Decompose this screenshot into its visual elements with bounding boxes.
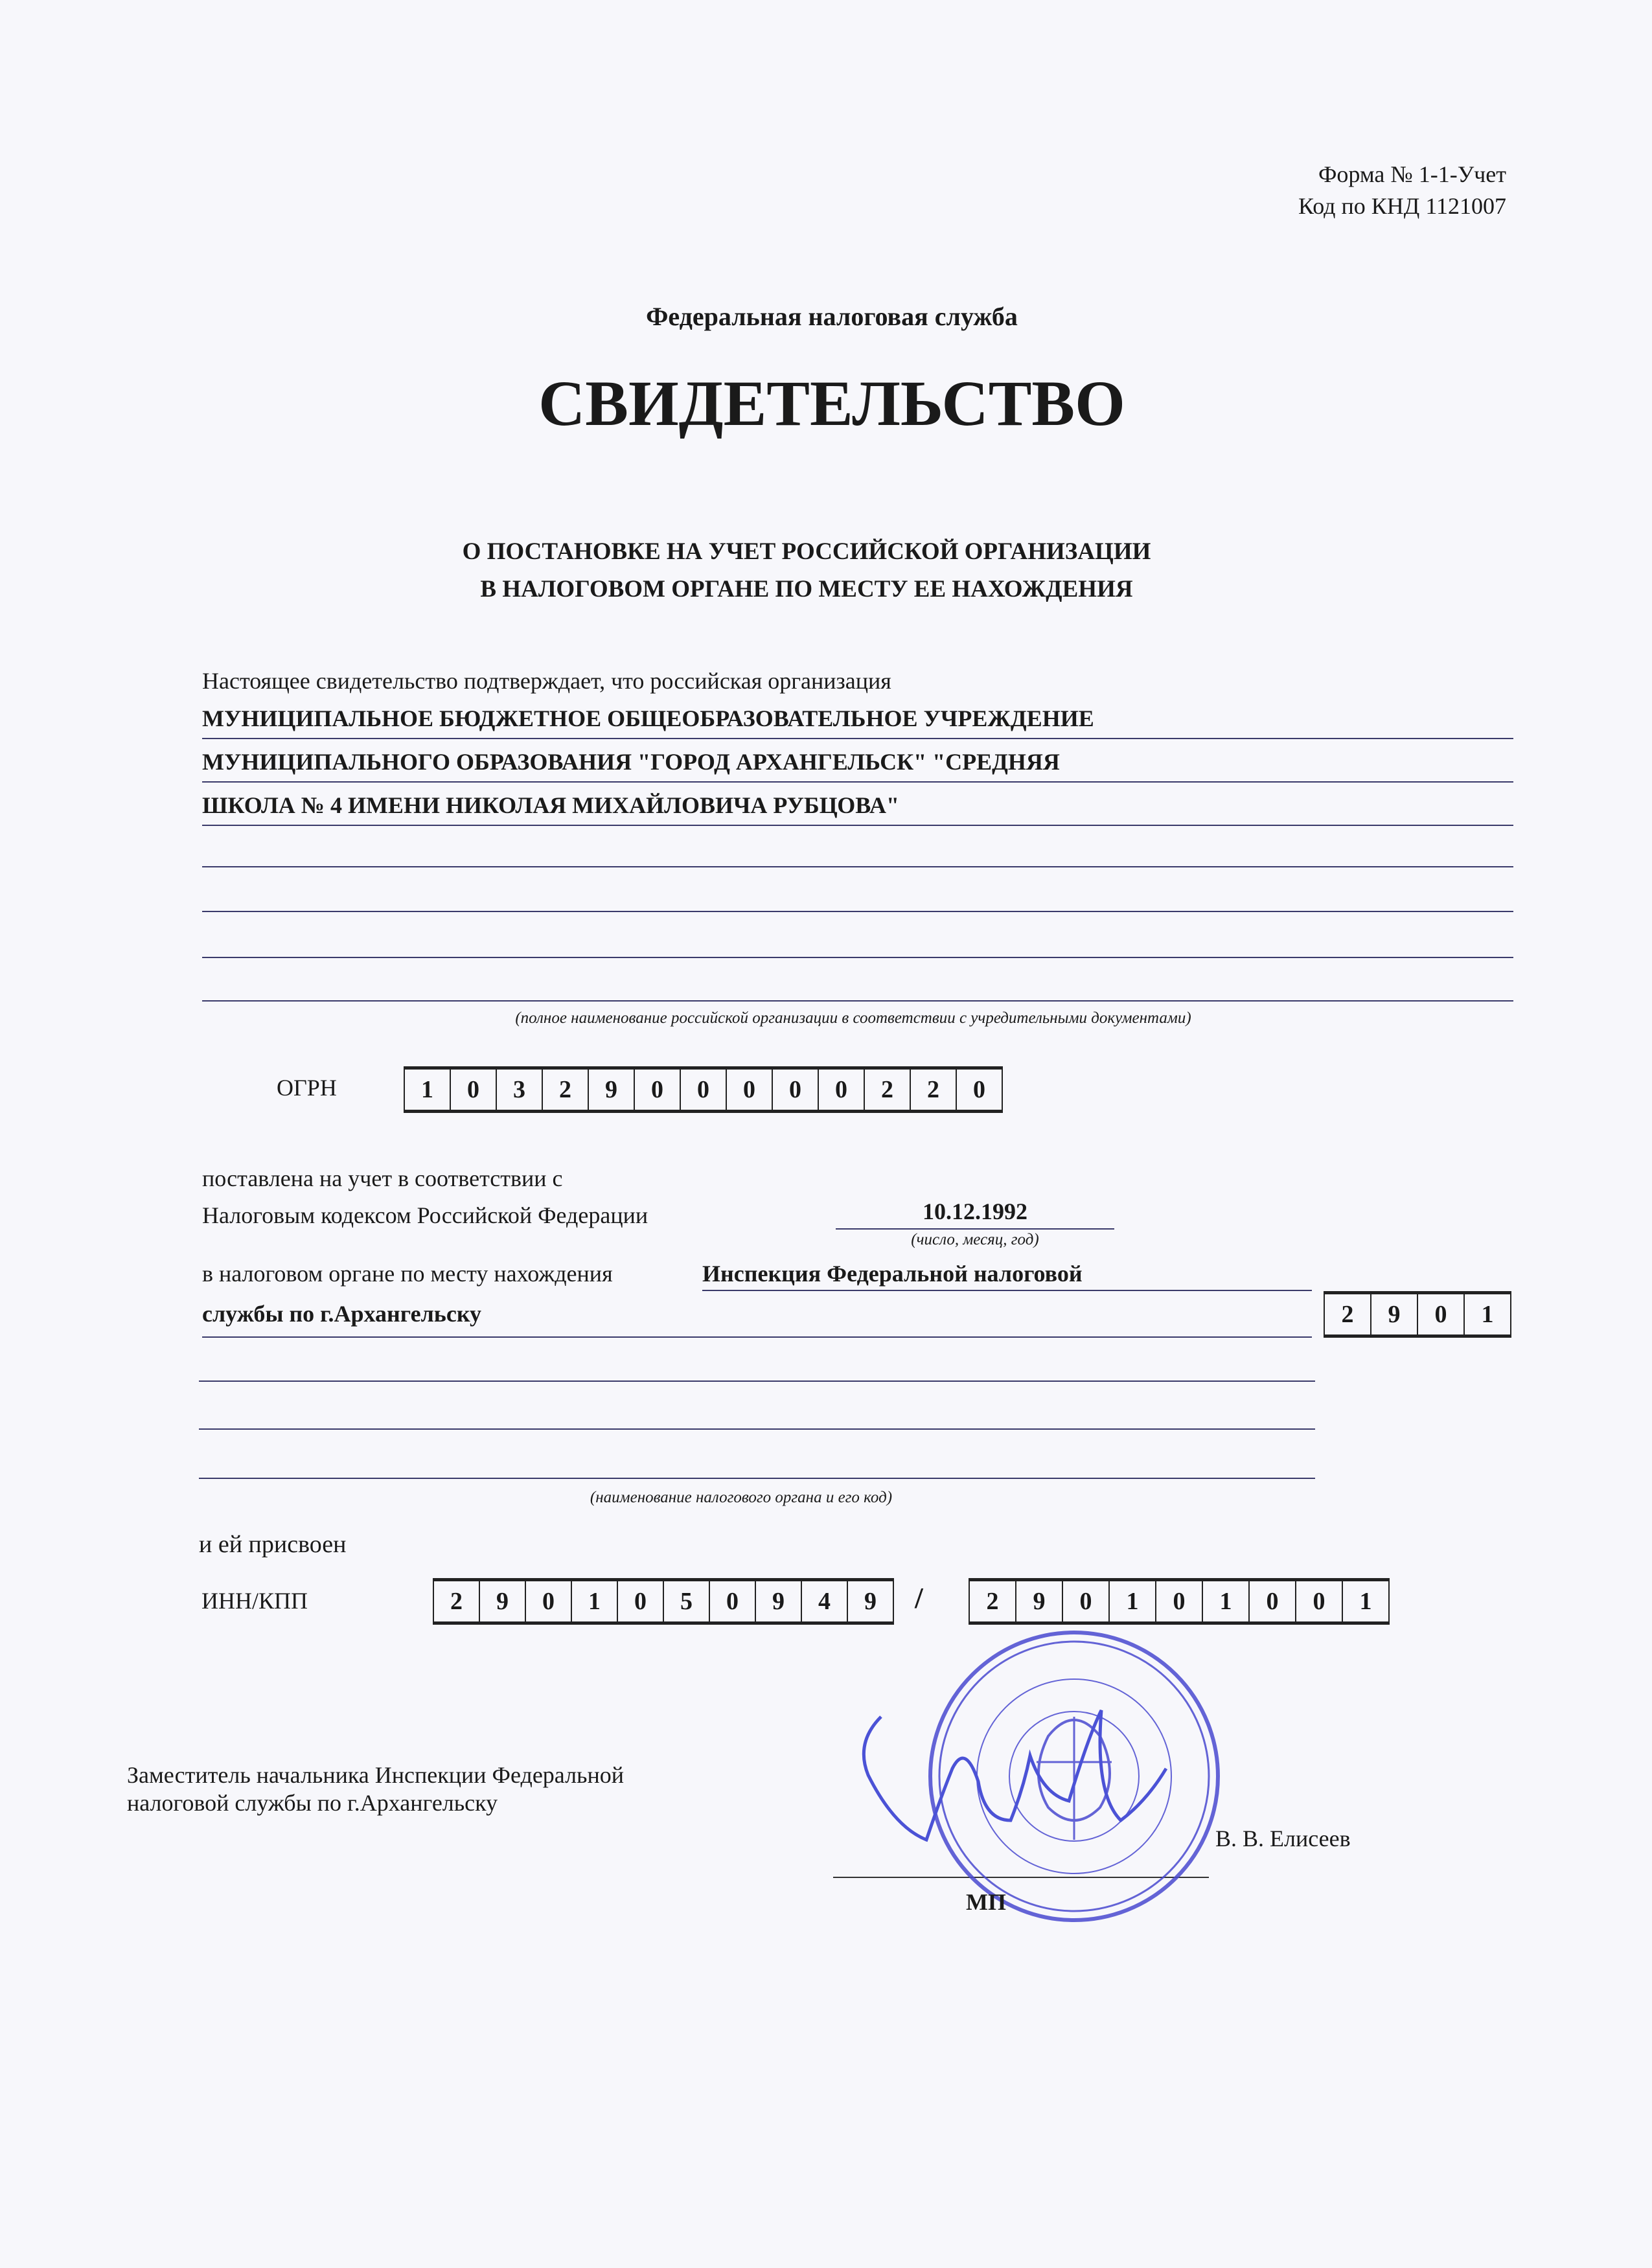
organization-line-1: МУНИЦИПАЛЬНОЕ БЮДЖЕТНОЕ ОБЩЕОБРАЗОВАТЕЛЬНОЕ УЧРЕЖДЕНИЕ [202, 705, 1094, 731]
ogrn-digit: 0 [957, 1070, 1003, 1110]
underline [199, 1380, 1315, 1382]
ogrn-label: ОГРН [277, 1075, 337, 1101]
registered-line-1: поставлена на учет в соответствии с [202, 1165, 563, 1191]
form-number: Форма № 1-1-Учет [1318, 161, 1506, 187]
ogrn-digit: 3 [497, 1070, 543, 1110]
code-digit: 2 [1325, 1294, 1371, 1334]
inn-kpp-label: ИНН/КПП [201, 1588, 308, 1614]
inn-digit: 4 [802, 1581, 848, 1621]
code-digit: 9 [1371, 1294, 1418, 1334]
underline [202, 1336, 1312, 1338]
kpp-digit: 9 [1016, 1581, 1063, 1621]
ogrn-digit: 0 [451, 1070, 497, 1110]
code-digit: 1 [1465, 1294, 1511, 1334]
ogrn-digit: 0 [819, 1070, 865, 1110]
underline [202, 825, 1513, 826]
underline [702, 1290, 1312, 1291]
tax-authority-label: в налоговом органе по месту нахождения [202, 1261, 613, 1287]
ogrn-digit: 0 [681, 1070, 727, 1110]
ogrn-digit: 2 [865, 1070, 911, 1110]
signature-icon [864, 1710, 1166, 1840]
inn-digit: 2 [434, 1581, 480, 1621]
organization-line-3: ШКОЛА № 4 ИМЕНИ НИКОЛАЯ МИХАЙЛОВИЧА РУБЦОВА" [202, 792, 899, 818]
ogrn-digit: 1 [405, 1070, 451, 1110]
signatory-name: В. В. Елисеев [1215, 1826, 1351, 1851]
assigned-text: и ей присвоен [199, 1531, 347, 1558]
inn-digit: 5 [664, 1581, 710, 1621]
tax-authority-code-boxes [1324, 1291, 1511, 1338]
code-digit: 0 [1418, 1294, 1465, 1334]
subtitle-line-1: О ПОСТАНОВКЕ НА УЧЕТ РОССИЙСКОЙ ОРГАНИЗАЦИИ [462, 538, 1151, 565]
stamp-place-label: МП [966, 1889, 1006, 1915]
underline [202, 911, 1513, 912]
stamp-and-signature [842, 1607, 1244, 1943]
inn-digit: 9 [756, 1581, 802, 1621]
document-title: СВИДЕТЕЛЬСТВО [538, 367, 1125, 439]
underline [202, 957, 1513, 958]
underline [202, 738, 1513, 739]
inn-digit: 9 [480, 1581, 526, 1621]
kpp-digit: 0 [1250, 1581, 1296, 1621]
agency-name: Федеральная налоговая служба [646, 302, 1018, 331]
organization-caption: (полное наименование российской организации в соответствии с учредительными документами) [515, 1009, 1191, 1027]
inn-digit: 0 [618, 1581, 664, 1621]
kpp-digit: 2 [970, 1581, 1016, 1621]
organization-line-2: МУНИЦИПАЛЬНОГО ОБРАЗОВАНИЯ "ГОРОД АРХАНГЕЛЬСК" "СРЕДНЯЯ [202, 749, 1060, 775]
kpp-digit: 0 [1156, 1581, 1203, 1621]
kpp-digit: 1 [1203, 1581, 1250, 1621]
inn-digit: 0 [710, 1581, 756, 1621]
underline [202, 1000, 1513, 1002]
ogrn-digit: 0 [727, 1070, 773, 1110]
signatory-position-2: налоговой службы по г.Архангельску [127, 1790, 498, 1816]
inn-kpp-separator: / [915, 1581, 923, 1614]
ogrn-digit: 2 [543, 1070, 589, 1110]
underline [199, 1478, 1315, 1479]
ogrn-digit: 2 [911, 1070, 957, 1110]
knd-code: Код по КНД 1121007 [1298, 193, 1506, 219]
date-caption: (число, месяц, год) [911, 1231, 1039, 1248]
inn-digit: 1 [572, 1581, 618, 1621]
ogrn-digit: 9 [589, 1070, 635, 1110]
subtitle-line-2: В НАЛОГОВОМ ОРГАНЕ ПО МЕСТУ ЕЕ НАХОЖДЕНИЯ [480, 576, 1133, 602]
inn-boxes [433, 1578, 894, 1625]
tax-authority-caption: (наименование налогового органа и его код) [590, 1489, 893, 1506]
kpp-digit: 0 [1296, 1581, 1343, 1621]
kpp-digit: 0 [1063, 1581, 1110, 1621]
ogrn-digit: 0 [773, 1070, 819, 1110]
intro-text: Настоящее свидетельство подтверждает, что российская организация [202, 668, 891, 694]
stamp-icon [930, 1632, 1218, 1920]
inn-digit: 9 [848, 1581, 894, 1621]
ogrn-boxes [404, 1066, 1003, 1113]
inn-digit: 0 [526, 1581, 572, 1621]
ogrn-digit: 0 [635, 1070, 681, 1110]
kpp-digit: 1 [1343, 1581, 1390, 1621]
underline [202, 866, 1513, 867]
tax-authority-name-2: службы по г.Архангельску [202, 1301, 482, 1327]
underline [836, 1228, 1114, 1230]
tax-authority-name-1: Инспекция Федеральной налоговой [702, 1261, 1083, 1287]
kpp-digit: 1 [1110, 1581, 1156, 1621]
underline [199, 1428, 1315, 1430]
signatory-position-1: Заместитель начальника Инспекции Федеральной [127, 1762, 625, 1788]
registered-line-2: Налоговым кодексом Российской Федерации [202, 1202, 648, 1228]
underline [202, 781, 1513, 783]
registration-date: 10.12.1992 [923, 1198, 1027, 1224]
